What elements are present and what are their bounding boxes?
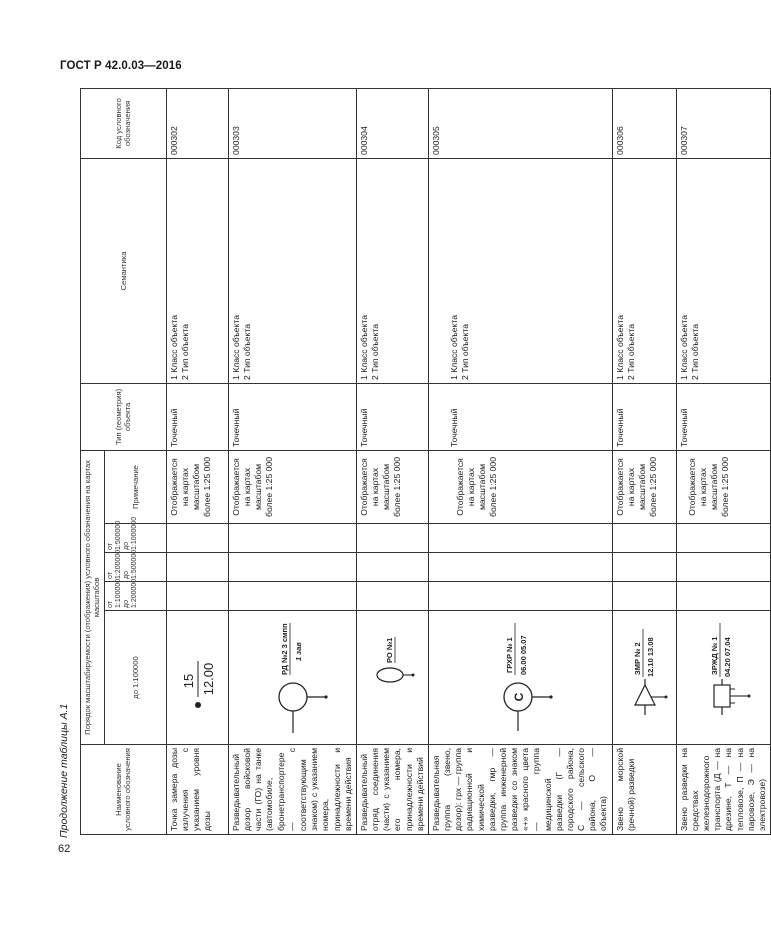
row-semantics [676, 158, 770, 383]
row-scale-cell [228, 582, 356, 611]
symbol-dose-value: 15 [181, 674, 197, 689]
row-scale-cell [228, 524, 356, 553]
row-scale-cell [166, 553, 228, 582]
rotated-table-container [80, 89, 767, 835]
row-scale-cell [428, 524, 612, 553]
semantics-type: 2 Тип объекта [370, 324, 381, 380]
row-scale-cell [612, 524, 676, 553]
row-symbol [228, 611, 356, 745]
header-scale-to-100000: до 1:100000 [104, 611, 166, 745]
row-note: Отображается на картах масштабом более 1:25 000 [428, 450, 612, 523]
header-scale-100000-200000: от 1:100000 до 1:200000 [104, 582, 166, 611]
table-row [166, 88, 228, 834]
table-row [676, 88, 770, 834]
semantics-type: 2 Тип объекта [242, 324, 253, 380]
symbol-letter: С [512, 693, 527, 702]
row-semantics [612, 158, 676, 383]
semantics-class: 1 Класс объекта [168, 314, 179, 380]
recon-detachment-symbol-icon [368, 614, 416, 742]
semantics-type: 2 Тип объекта [689, 324, 700, 380]
row-name: Разведывательная группа (звено, дозор): грх — группа радиационной и химической разведки, гмр — группа инженерной разведки со знаком «+» красного цвета — группа медицинской разведки (Г — городского района, С — сельского района, О — объекта) [428, 745, 612, 835]
header-row-1 [81, 88, 105, 834]
row-note: Отображается на картах масштабом более 1:25 000 [166, 450, 228, 523]
semantics-type: 2 Тип объекта [625, 324, 636, 380]
symbol-label-top: РД №2 3 смпп [280, 623, 290, 676]
row-type: Точечный [166, 383, 228, 450]
row-symbol [676, 611, 770, 745]
page-number: 62 [58, 843, 71, 855]
semantics-type: 2 Тип объекта [460, 324, 471, 380]
row-code: 000303 [228, 88, 356, 158]
row-scale-cell [612, 553, 676, 582]
row-type: Точечный [228, 383, 356, 450]
recon-group-symbol-icon [470, 614, 570, 742]
row-symbol [428, 611, 612, 745]
header-note: Примечание [104, 450, 166, 523]
symbol-label-bottom: 12.10 13.08 [646, 637, 656, 678]
row-symbol [166, 611, 228, 745]
header-scale-200000-500000: от 1:200000 до 1:500000 [104, 553, 166, 582]
header-scale-500000-1000000: от 1:500000 до 1:1000000 [104, 524, 166, 553]
row-semantics [428, 158, 612, 383]
row-name: Звено разведки на средствах железнодорожного транспорта (Д — на дрезине, Т — на тепловозе, П — на паровозе, Э — на электровозе) [676, 745, 770, 835]
symbol-label-bottom: 06.00 05.07 [519, 635, 529, 676]
symbols-table [80, 88, 771, 835]
page-header: ГОСТ Р 42.0.03—2016 [60, 60, 182, 72]
row-type: Точечный [356, 383, 428, 450]
semantics-class: 1 Класс объекта [448, 314, 459, 380]
symbol-label-top: РО №1 [385, 638, 395, 664]
railway-recon-symbol-icon [688, 614, 758, 742]
row-code: 000302 [166, 88, 228, 158]
row-note: Отображается на картах масштабом более 1:25 000 [676, 450, 770, 523]
row-type: Точечный [612, 383, 676, 450]
row-semantics [166, 158, 228, 383]
row-code: 000307 [676, 88, 770, 158]
row-note: Отображается на картах масштабом более 1:25 000 [612, 450, 676, 523]
row-scale-cell [428, 582, 612, 611]
row-type: Точечный [676, 383, 770, 450]
row-scale-cell [356, 582, 428, 611]
row-name: Точка замера дозы излучения с указанием уровня дозы [166, 745, 228, 835]
symbol-label-bottom: 04.20 07.04 [723, 637, 733, 678]
row-code: 000306 [612, 88, 676, 158]
header-order-group: Порядок масштабируемости (отображения) условного обозначения на картах масштабов [81, 450, 105, 744]
table-row [356, 88, 428, 834]
symbol-label-top: ЗРЖД № 1 [710, 637, 720, 676]
semantics-class: 1 Класс объекта [358, 314, 369, 380]
row-code: 000304 [356, 88, 428, 158]
table-row [428, 88, 612, 834]
row-code: 000305 [428, 88, 612, 158]
header-type: Тип (геометрия) объекта [81, 383, 167, 450]
semantics-class: 1 Класс объекта [614, 314, 625, 380]
row-symbol [612, 611, 676, 745]
dose-point-symbol-icon [169, 614, 225, 742]
semantics-class: 1 Класс объекта [230, 314, 241, 380]
table-row [612, 88, 676, 834]
table-row [228, 88, 356, 834]
row-scale-cell [356, 524, 428, 553]
row-semantics [356, 158, 428, 383]
recon-patrol-symbol-icon [253, 614, 331, 742]
header-code: Код условного обозначения [81, 88, 167, 158]
row-scale-cell [356, 553, 428, 582]
row-scale-cell [228, 553, 356, 582]
row-name: Звено морской (речной) разведки [612, 745, 676, 835]
table-caption: Продолжение таблицы А.1 [58, 703, 70, 838]
row-scale-cell [166, 582, 228, 611]
row-symbol [356, 611, 428, 745]
row-note: Отображается на картах масштабом более 1:25 000 [356, 450, 428, 523]
row-semantics [228, 158, 356, 383]
semantics-type: 2 Тип объекта [180, 324, 191, 380]
row-scale-cell [166, 524, 228, 553]
header-semantics: Семантика [81, 158, 167, 383]
row-note: Отображается на картах масштабом более 1:25 000 [228, 450, 356, 523]
semantics-class: 1 Класс объекта [678, 314, 689, 380]
symbol-label-top: ЗМР № 2 [633, 642, 643, 676]
row-type: Точечный [428, 383, 612, 450]
naval-recon-symbol-icon [615, 614, 673, 742]
row-scale-cell [612, 582, 676, 611]
symbol-label-bottom: 1 зав [294, 642, 304, 662]
header-name: Наименование условного обозначения [81, 745, 167, 835]
row-scale-cell [676, 553, 770, 582]
symbol-dose-time: 12.00 [201, 663, 217, 696]
row-scale-cell [676, 524, 770, 553]
row-scale-cell [428, 553, 612, 582]
symbol-label-top: ГРХР № 1 [505, 637, 515, 674]
row-scale-cell [676, 582, 770, 611]
row-name: Разведывательный отряд соединения (части) с указанием его номера, принадлежности и времени действий [356, 745, 428, 835]
row-name: Разведывательный дозор войсковой части (ГО) на танке (автомобиле, бронетранспортере — с соответствующим знаком) с указанием номера, принадлежности и времени действия [228, 745, 356, 835]
